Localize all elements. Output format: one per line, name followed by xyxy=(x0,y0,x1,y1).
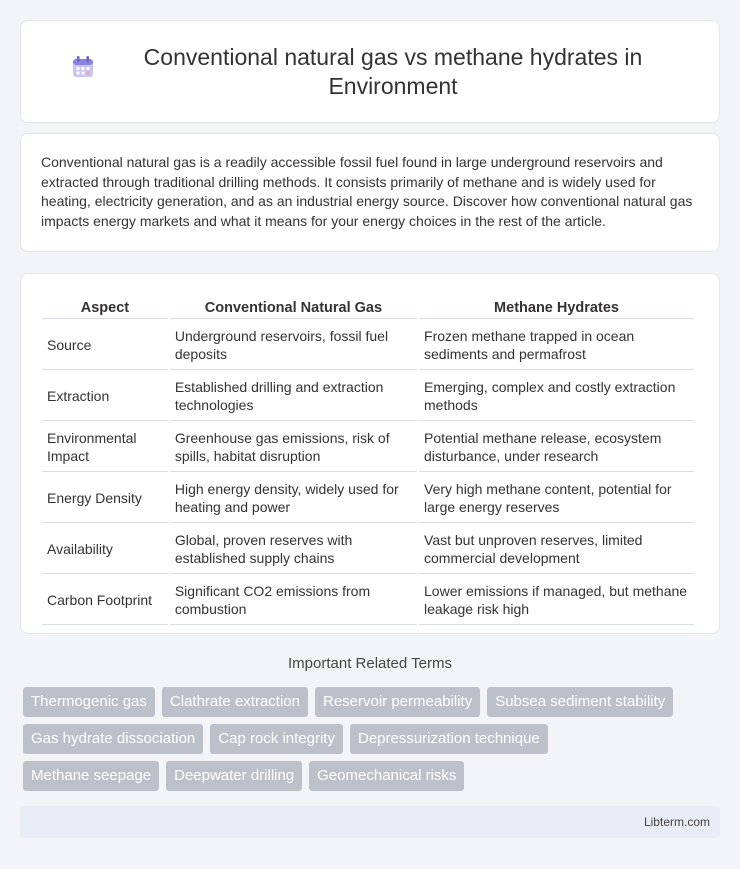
table-row xyxy=(42,321,694,370)
table-header-row xyxy=(42,296,694,319)
tag-gas-hydrate-dissociation[interactable]: Gas hydrate dissociation xyxy=(23,724,203,754)
row-methane: Very high methane content, potential for large energy reserves xyxy=(419,474,694,523)
table-row xyxy=(42,576,694,625)
tag-deepwater-drilling[interactable]: Deepwater drilling xyxy=(166,761,302,791)
tag-reservoir-permeability[interactable]: Reservoir permeability xyxy=(315,687,480,717)
row-aspect: Energy Density xyxy=(42,474,168,523)
row-aspect: Carbon Footprint xyxy=(42,576,168,625)
table-row xyxy=(42,423,694,472)
comparison-table xyxy=(40,294,696,627)
header-conventional: Conventional Natural Gas xyxy=(170,296,417,319)
title-card xyxy=(20,20,720,123)
row-methane: Frozen methane trapped in ocean sediments and permafrost xyxy=(419,321,694,370)
footer-site-link[interactable]: Libterm.com xyxy=(643,815,710,829)
tag-row xyxy=(23,761,723,791)
header-methane: Methane Hydrates xyxy=(419,296,694,319)
row-methane: Lower emissions if managed, but methane leakage risk high xyxy=(419,576,694,625)
tag-cap-rock-integrity[interactable]: Cap rock integrity xyxy=(210,724,343,754)
tag-methane-seepage[interactable]: Methane seepage xyxy=(23,761,159,791)
row-conventional: Global, proven reserves with established supply chains xyxy=(170,525,417,574)
row-conventional: Significant CO2 emissions from combustion xyxy=(170,576,417,625)
row-aspect: Environmental Impact xyxy=(42,423,168,472)
row-methane: Potential methane release, ecosystem disturbance, under research xyxy=(419,423,694,472)
related-terms xyxy=(23,687,723,798)
row-conventional: High energy density, widely used for heating and power xyxy=(170,474,417,523)
row-conventional: Underground reservoirs, fossil fuel deposits xyxy=(170,321,417,370)
tag-clathrate-extraction[interactable]: Clathrate extraction xyxy=(162,687,308,717)
calendar-icon xyxy=(70,54,96,80)
tag-subsea-sediment-stability[interactable]: Subsea sediment stability xyxy=(487,687,673,717)
tag-row xyxy=(23,687,723,717)
row-aspect: Availability xyxy=(42,525,168,574)
tag-geomechanical-risks[interactable]: Geomechanical risks xyxy=(309,761,464,791)
header-aspect: Aspect xyxy=(42,296,168,319)
row-methane: Emerging, complex and costly extraction methods xyxy=(419,372,694,421)
comparison-card xyxy=(20,273,720,634)
intro-card xyxy=(20,133,720,252)
table-row xyxy=(42,474,694,523)
row-conventional: Established drilling and extraction technologies xyxy=(170,372,417,421)
row-aspect: Extraction xyxy=(42,372,168,421)
page-title: Conventional natural gas vs methane hydrates in Environment xyxy=(143,43,643,99)
tag-depressurization-technique[interactable]: Depressurization technique xyxy=(350,724,548,754)
row-methane: Vast but unproven reserves, limited commercial development xyxy=(419,525,694,574)
intro-text: Conventional natural gas is a readily accessible fossil fuel found in large underground reservoirs and extracted through traditional drilling methods. It consists primarily of methane and is widely used for heating, electricity generation, and as an industrial energy source. Discover how conventional natural gas impacts energy markets and what it means for your energy choices in the rest of the article. xyxy=(41,154,693,229)
title-wrap xyxy=(70,43,670,101)
tag-thermogenic-gas[interactable]: Thermogenic gas xyxy=(23,687,155,717)
table-row xyxy=(42,525,694,574)
row-aspect: Source xyxy=(42,321,168,370)
tag-row xyxy=(23,724,723,754)
footer xyxy=(20,806,720,838)
table-row xyxy=(42,372,694,421)
row-conventional: Greenhouse gas emissions, risk of spills, habitat disruption xyxy=(170,423,417,472)
related-terms-title: Important Related Terms xyxy=(288,655,452,672)
